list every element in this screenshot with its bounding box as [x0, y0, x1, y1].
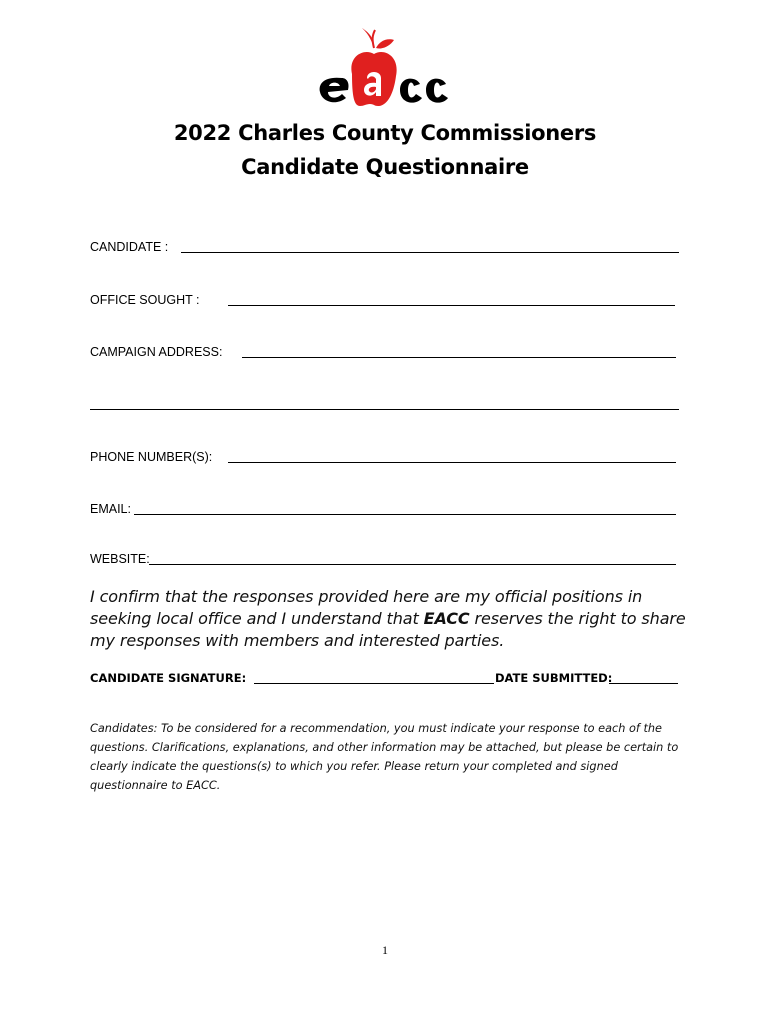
website-label: WEBSITE:: [90, 552, 150, 566]
phone-line[interactable]: [228, 462, 676, 463]
confirmation-text-before: I confirm that the responses provided here are my official positions in seeking local office and I understand that: [90, 587, 643, 628]
phone-label: PHONE NUMBER(S):: [90, 450, 213, 464]
email-label: EMAIL:: [90, 502, 131, 516]
page-number: 1: [382, 943, 388, 957]
logo-apple-a: [351, 52, 396, 106]
office-sought-label: OFFICE SOUGHT :: [90, 293, 200, 307]
email-line[interactable]: [134, 514, 676, 515]
office-sought-line[interactable]: [228, 305, 675, 306]
logo-letter-c2: [426, 79, 448, 103]
campaign-address-line-2[interactable]: [90, 409, 679, 410]
confirmation-statement: [90, 586, 690, 652]
date-submitted-label: DATE SUBMITTED:: [495, 671, 613, 685]
eacc-logo: [312, 26, 452, 110]
confirmation-text-after: reserves the right to share my responses with members and interested parties.: [90, 609, 686, 650]
page-subtitle: Candidate Questionnaire: [241, 155, 529, 179]
candidate-line[interactable]: [181, 252, 679, 253]
date-submitted-line[interactable]: [609, 683, 678, 684]
page-title: 2022 Charles County Commissioners: [173, 121, 597, 145]
campaign-address-label: CAMPAIGN ADDRESS:: [90, 345, 223, 359]
logo-letter-e: [320, 78, 349, 103]
campaign-address-line[interactable]: [242, 357, 676, 358]
website-line[interactable]: [149, 564, 676, 565]
candidate-signature-line[interactable]: [254, 683, 494, 684]
logo-letter-c1: [400, 79, 422, 103]
confirmation-brand: EACC: [423, 609, 470, 628]
instructions-note: Candidates: To be considered for a recommendation, you must indicate your response to each of the questions. Clarifications, explanations, and other information may be attached, but please be certain to clearly indicate the questions(s) to which you refer. Please return your completed and signed questionnaire to EACC.: [90, 722, 679, 792]
candidate-signature-label: CANDIDATE SIGNATURE:: [90, 671, 247, 685]
candidate-label: CANDIDATE :: [90, 240, 169, 254]
